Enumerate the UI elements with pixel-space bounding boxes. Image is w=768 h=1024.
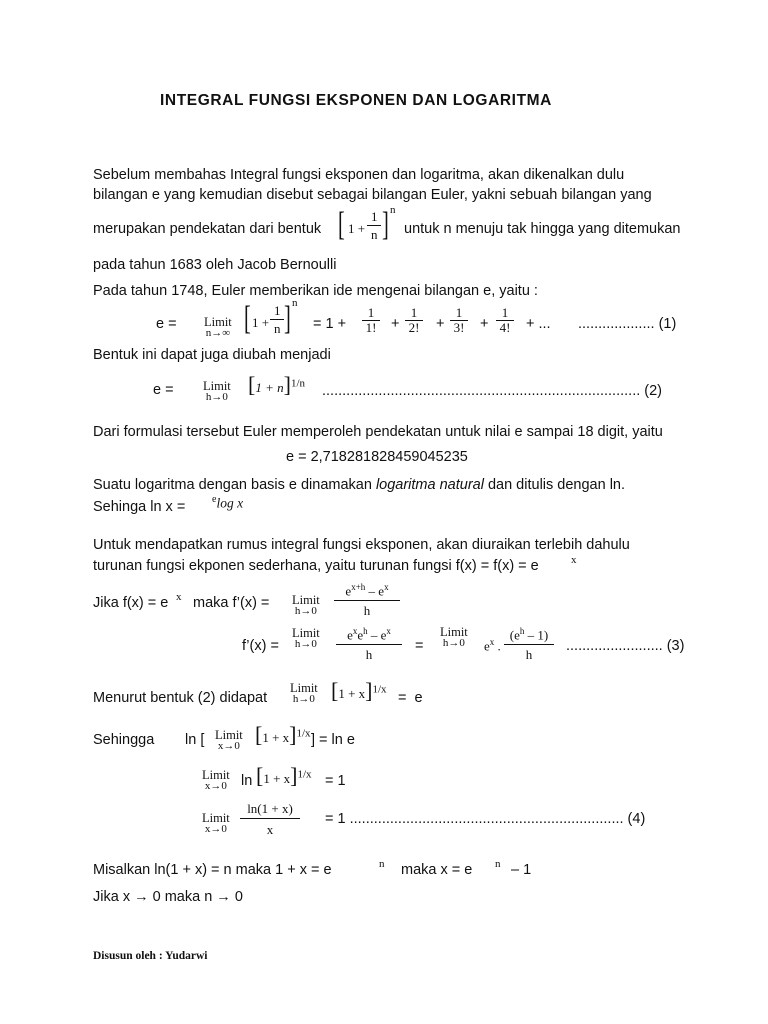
deriv-limit-2: Limit h→0 bbox=[292, 626, 320, 650]
ln-close: ] = ln e bbox=[311, 732, 355, 748]
eq1-plus-2: + bbox=[436, 316, 445, 332]
ln-open: ln [ bbox=[185, 732, 205, 748]
deriv-text-1: Untuk mendapatkan rumus integral fungsi eksponen, akan diuraikan terlebih dahulu bbox=[93, 537, 630, 553]
maka-text: maka f’(x) = bbox=[193, 595, 270, 611]
eq2-label: ............................................................................... (2) bbox=[322, 383, 663, 399]
deriv-frac-3: $(e^h - 1)$ h bbox=[504, 624, 554, 662]
step-eq-1: = 1 bbox=[325, 773, 346, 789]
step-limit-2: Limit x→0 bbox=[202, 811, 230, 835]
intro-line-5: Pada tahun 1748, Euler memberikan ide mengenai bilangan e, yaitu : bbox=[93, 283, 538, 299]
sehingga-expr: $[1 + x]^{1/x}$ bbox=[255, 722, 311, 747]
eq1-rhs: = 1 + bbox=[313, 316, 347, 332]
deriv-text-2: turunan fungsi ekponen sederhana, yaitu turunan fungsi f(x) = f(x) = e bbox=[93, 558, 539, 574]
eq2-limit: Limit h→0 bbox=[203, 379, 231, 403]
sehingga-limit: Limit x→0 bbox=[215, 728, 243, 752]
deriv-exp-x: x bbox=[571, 554, 577, 566]
eq3-label: ........................ (3) bbox=[566, 638, 685, 654]
misal-text-3: – 1 bbox=[511, 862, 532, 878]
intro-line-1: Sebelum membahas Integral fungsi eksponen dan logaritma, akan dikenalkan dulu bbox=[93, 167, 625, 183]
misal-text-1: Misalkan ln(1 + x) = n maka 1 + x = e bbox=[93, 862, 332, 878]
eq2-lhs: e = bbox=[153, 382, 174, 398]
eq1-lhs: e = bbox=[156, 316, 177, 332]
eq1-term-2: 1 2! bbox=[405, 306, 423, 335]
jika-limit-text: Jika x → 0 maka n → 0 bbox=[93, 889, 243, 905]
eq1-limit: Limit n→∞ bbox=[204, 315, 232, 339]
menurut-eq: = e bbox=[398, 690, 423, 706]
log-text-1: Suatu logaritma dengan basis e dinamakan logaritma natural dan ditulis dengan ln. bbox=[93, 477, 626, 493]
eq4-frac: ln(1 + x) x bbox=[240, 802, 300, 837]
eq1-term-1: 1 1! bbox=[362, 306, 380, 335]
eq4-label: = 1 .................................................................... (4) bbox=[325, 811, 646, 827]
deriv-ex-dot: $e^x$ . bbox=[484, 637, 501, 654]
step-ln: ln bbox=[241, 773, 253, 789]
menurut-limit: Limit h→0 bbox=[290, 681, 318, 705]
jika-exp-x: x bbox=[176, 591, 182, 603]
eq2-expr: $[1 + n]^{1/n}$ bbox=[248, 372, 305, 397]
eq1-plus-1: + bbox=[391, 316, 400, 332]
log-text-2: Sehinga ln x = bbox=[93, 499, 186, 515]
misal-exp-n-1: n bbox=[379, 858, 385, 870]
intro-line-4: pada tahun 1683 oleh Jacob Bernoulli bbox=[93, 257, 337, 273]
log-formula: $^e$log x bbox=[212, 494, 244, 511]
sehingga-text: Sehingga bbox=[93, 732, 155, 748]
footer-author: Disusun oleh : Yudarwi bbox=[93, 950, 208, 962]
e-value: e = 2,718281828459045235 bbox=[286, 449, 468, 465]
deriv-frac-1: $e^{x+h} - e^x$ h bbox=[334, 580, 400, 618]
deriv-limit-1: Limit h→0 bbox=[292, 593, 320, 617]
intro-line-3b: untuk n menuju tak hingga yang ditemukan bbox=[404, 221, 681, 237]
fprime-text: f’(x) = bbox=[242, 638, 279, 654]
euler-text: Dari formulasi tersebut Euler memperoleh pendekatan untuk nilai e sampai 18 digit, yaitu bbox=[93, 424, 663, 440]
step-limit-1: Limit x→0 bbox=[202, 768, 230, 792]
jika-text: Jika f(x) = e bbox=[93, 595, 169, 611]
misal-text-2: maka x = e bbox=[401, 862, 473, 878]
eq1-plus-3: + bbox=[480, 316, 489, 332]
eq1-term-4: 1 4! bbox=[496, 306, 514, 335]
form2-text: Bentuk ini dapat juga diubah menjadi bbox=[93, 347, 331, 363]
deriv-limit-3: Limit h→0 bbox=[440, 625, 468, 649]
page-title: INTEGRAL FUNGSI EKSPONEN DAN LOGARITMA bbox=[160, 92, 552, 109]
menurut-text: Menurut bentuk (2) didapat bbox=[93, 690, 268, 706]
intro-line-2: bilangan e yang kemudian disebut sebagai bilangan Euler, yakni sebuah bilangan yang bbox=[93, 187, 652, 203]
step-expr: $[1 + x]^{1/x}$ bbox=[256, 763, 312, 788]
deriv-frac-2: $e^xe^h - e^x$ h bbox=[336, 624, 402, 662]
eq1-label: ................... (1) bbox=[578, 316, 677, 332]
misal-exp-n-2: n bbox=[495, 858, 501, 870]
menurut-expr: $[1 + x]^{1/x}$ bbox=[331, 678, 387, 703]
deriv-eq: = bbox=[415, 638, 424, 654]
eq1-term-3: 1 3! bbox=[450, 306, 468, 335]
document-page: INTEGRAL FUNGSI EKSPONEN DAN LOGARITMA Sebelum membahas Integral fungsi eksponen dan logaritma, akan dikenalkan dulu bilangan e yang kemudian disebut sebagai bilangan Euler, yakni sebuah bilangan yang merupakan pendekatan dari bentuk [ 1 + 1 n ] n untuk n menuju tak hingga yang ditemukan pada tahun 1683 oleh Jacob Bernoulli Pada tahun 1748, Euler memberikan ide mengenai bilangan e, yaitu : e = Limit n→∞ [ 1 + 1 n ] n = 1 + 1 1! + 1 2! + 1 3! + 1 4! + ... ................... (1) Bentuk ini dapat juga diubah menjadi e = Limit h→0 $[1 + n]^{1/n}$ ............................................................................... (2) Dari formulasi tersebut Euler memperoleh pendekatan untuk nilai e sampai 18 digit, yaitu e = 2,718281828459045235 Suatu logaritma dengan basis e dinamakan logaritma natural dan ditulis dengan ln. Sehinga ln x = $^e$log x Untuk mendapatkan rumus integral fungsi eksponen, akan diuraikan terlebih dahulu turunan fungsi ekponen sederhana, yaitu turunan fungsi f(x) = f(x) = e x Jika f(x) = e x maka f’(x) = Limit h→0 $e^{x+h} - e^x$ h f’(x) = Limit h→0 $e^xe^h - e^x$ h = Limit h→0 $e^x$ . $(e^h - 1)$ h ........................ (3) Menurut bentuk (2) didapat Limit h→0 $[1 + x]^{1/x}$ = e Sehingga ln [ Limit x→0 $[1 + x]^{1/x}$ ] = ln e Limit x→0 ln $[1 + x]^{1/x}$ = 1 Limit x→0 ln(1 + x) x = 1 .................................................................... (4) Misalkan ln(1 + x) = n maka 1 + x = e n maka x = e n – 1 Jika x → 0 maka n → 0 Disusun oleh : Yudarwi bbox=[93, 92, 685, 962]
intro-line-3a: merupakan pendekatan dari bentuk bbox=[93, 221, 322, 237]
eq1-dots: + ... bbox=[526, 316, 551, 332]
